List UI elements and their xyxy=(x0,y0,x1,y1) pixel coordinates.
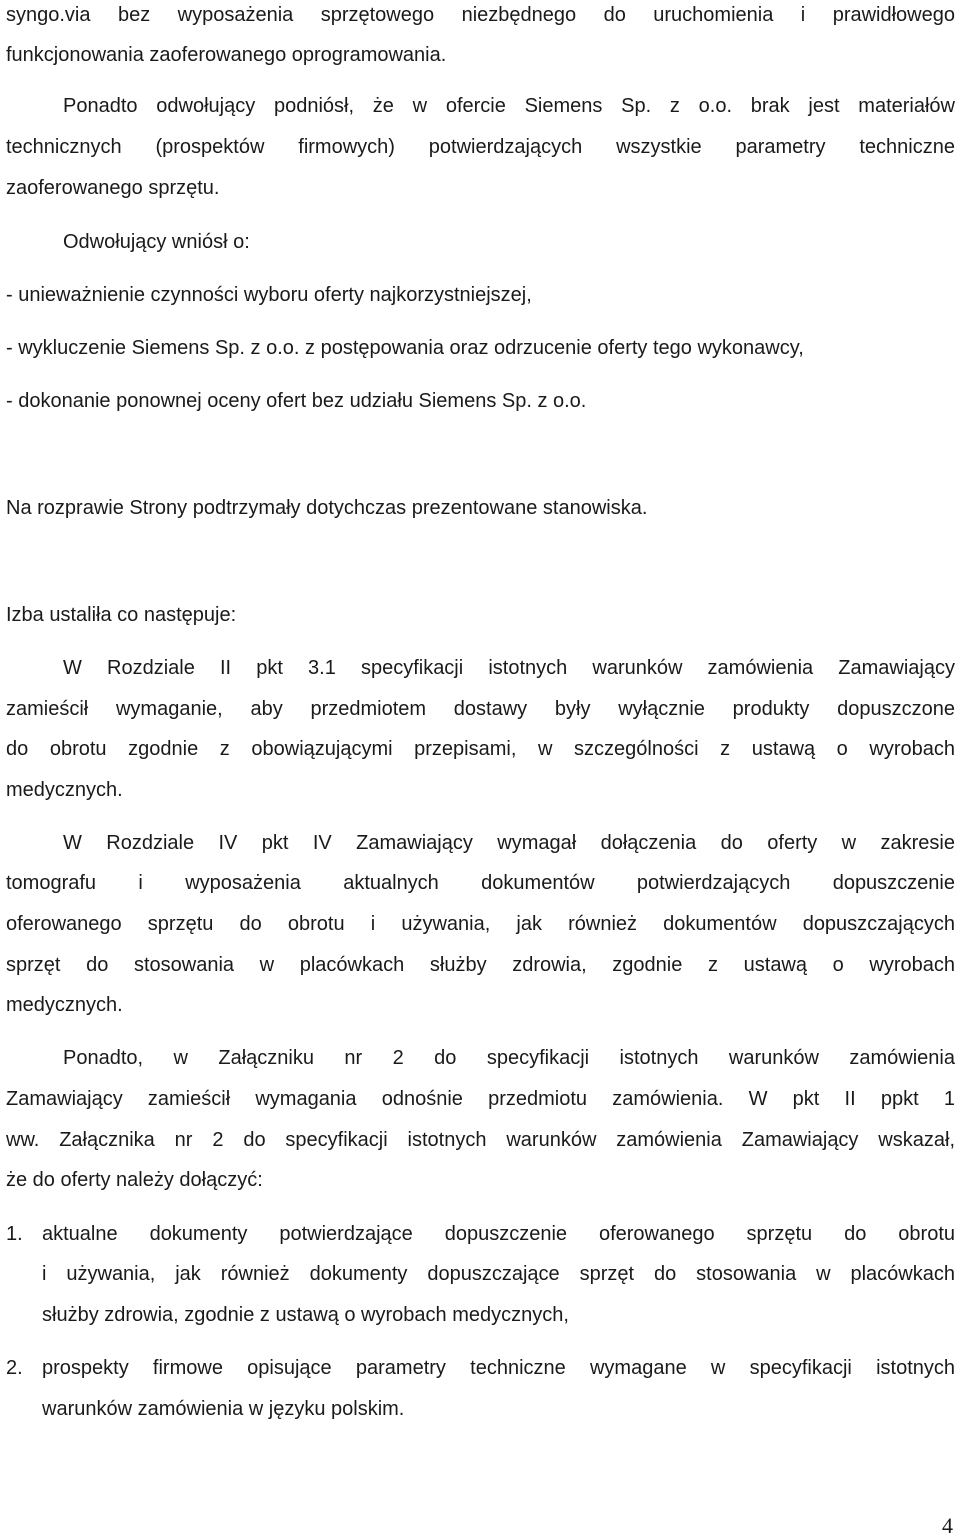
text-line: - dokonanie ponownej oceny ofert bez udziału Siemens Sp. z o.o. xyxy=(6,390,587,412)
text-line: ww. Załącznika nr 2 do specyfikacji istotnych warunków zamówienia Zamawiający wskazał, xyxy=(6,1129,955,1151)
list-item-number: 2. xyxy=(6,1357,23,1379)
text-line: tomografu i wyposażenia aktualnych dokumentów potwierdzających dopuszczenie xyxy=(6,872,955,894)
text-line: technicznych (prospektów firmowych) potwierdzających wszystkie parametry techniczne xyxy=(6,136,955,158)
list-item-line: aktualne dokumenty potwierdzające dopuszczenie oferowanego sprzętu do obrotu xyxy=(42,1223,955,1245)
text-line: Odwołujący wniósł o: xyxy=(63,231,250,253)
text-line: że do oferty należy dołączyć: xyxy=(6,1169,263,1191)
text-line: medycznych. xyxy=(6,994,123,1016)
section-heading: Izba ustaliła co następuje: xyxy=(6,604,237,626)
text-line: do obrotu zgodnie z obowiązującymi przepisami, w szczególności z ustawą o wyrobach xyxy=(6,738,955,760)
text-line: Na rozprawie Strony podtrzymały dotychczas prezentowane stanowiska. xyxy=(6,497,648,519)
text-line: - unieważnienie czynności wyboru oferty najkorzystniejszej, xyxy=(6,284,532,306)
list-item-number: 1. xyxy=(6,1223,23,1245)
text-line: Zamawiający zamieścił wymagania odnośnie przedmiotu zamówienia. W pkt II ppkt 1 xyxy=(6,1088,955,1110)
text-line: Ponadto odwołujący podniósł, że w ofercie Siemens Sp. z o.o. brak jest materiałów xyxy=(63,95,955,117)
text-line: zaoferowanego sprzętu. xyxy=(6,177,220,199)
text-line: sprzęt do stosowania w placówkach służby zdrowia, zgodnie z ustawą o wyrobach xyxy=(6,954,955,976)
text-line: W Rozdziale II pkt 3.1 specyfikacji istotnych warunków zamówienia Zamawiający xyxy=(63,657,955,679)
text-line: - wykluczenie Siemens Sp. z o.o. z postępowania oraz odrzucenie oferty tego wykonawcy, xyxy=(6,337,804,359)
list-item-line: prospekty firmowe opisujące parametry techniczne wymagane w specyfikacji istotnych xyxy=(42,1357,955,1379)
text-line: W Rozdziale IV pkt IV Zamawiający wymagał dołączenia do oferty w zakresie xyxy=(63,832,955,854)
text-line: funkcjonowania zaoferowanego oprogramowania. xyxy=(6,44,447,66)
text-line: medycznych. xyxy=(6,779,123,801)
list-item-line: warunków zamówienia w języku polskim. xyxy=(42,1398,405,1420)
text-line: syngo.via bez wyposażenia sprzętowego niezbędnego do uruchomienia i prawidłowego xyxy=(6,4,955,26)
text-line: oferowanego sprzętu do obrotu i używania, jak również dokumentów dopuszczających xyxy=(6,913,955,935)
page-number: 4 xyxy=(942,1513,953,1538)
list-item-line: służby zdrowia, zgodnie z ustawą o wyrobach medycznych, xyxy=(42,1304,569,1326)
text-line: zamieścił wymaganie, aby przedmiotem dostawy były wyłącznie produkty dopuszczone xyxy=(6,698,955,720)
list-item-line: i używania, jak również dokumenty dopuszczające sprzęt do stosowania w placówkach xyxy=(42,1263,955,1285)
text-line: Ponadto, w Załączniku nr 2 do specyfikacji istotnych warunków zamówienia xyxy=(63,1047,955,1069)
